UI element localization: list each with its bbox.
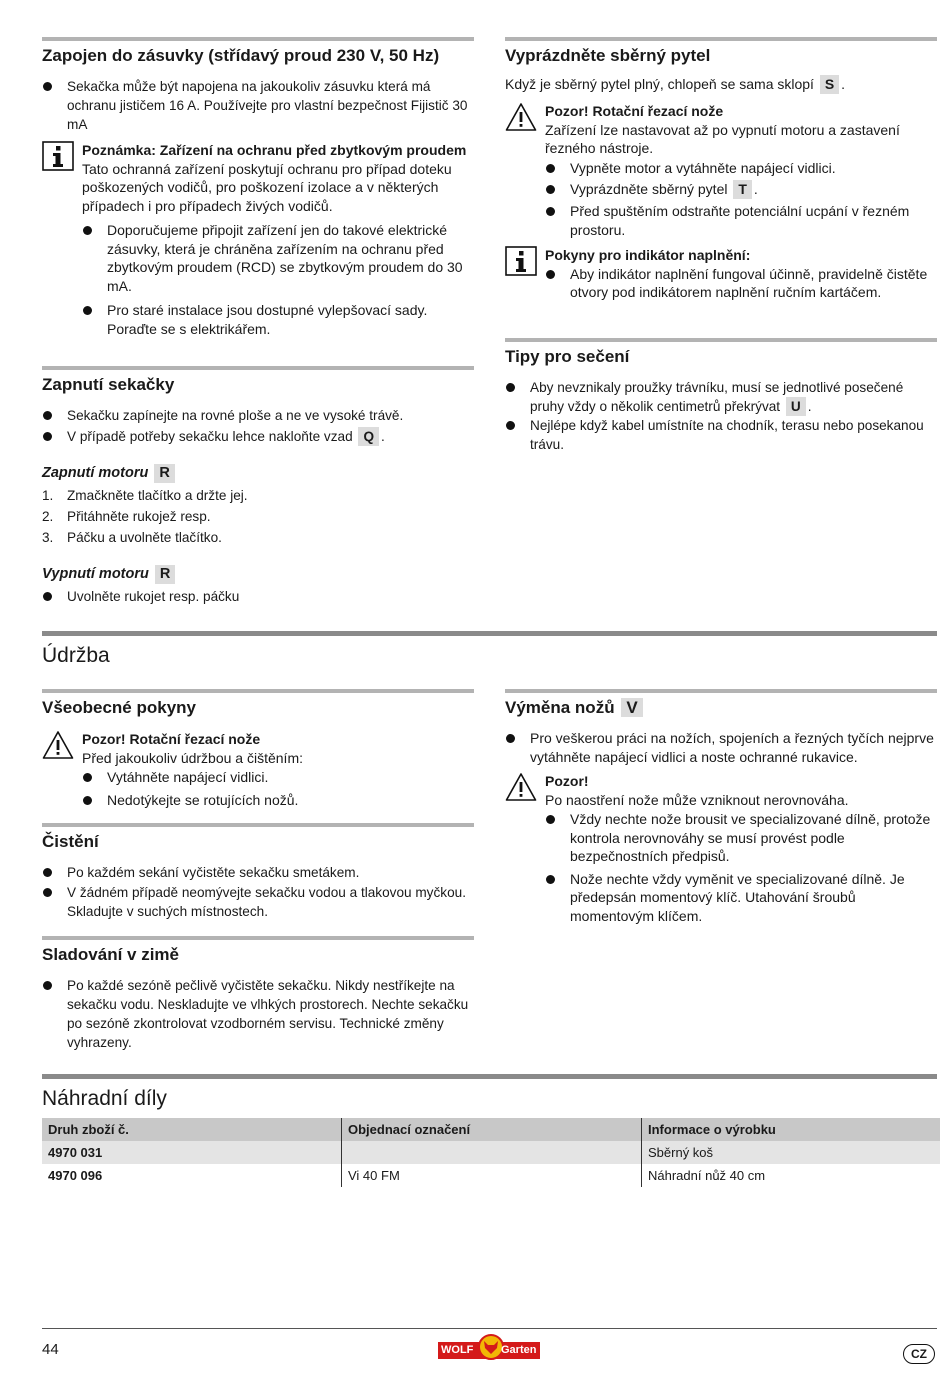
table-row — [42, 1141, 940, 1164]
warning-icon — [505, 102, 537, 132]
paragraph-text: Když je sběrný pytel plný, chlopeň se sama sklopí — [505, 76, 814, 92]
section-title-empty-bag: Vyprázdněte sběrný pytel — [505, 37, 937, 66]
warning-text: Zařízení lze nastavovat až po vypnutí motoru a zastavení řezného nástroje. — [545, 121, 900, 156]
page-number: 44 — [42, 1341, 59, 1358]
section-title-tips: Tipy pro sečení — [505, 338, 937, 367]
section-general — [42, 689, 474, 809]
list-item-text: Aby nevznikaly proužky trávníku, musí se jednotlivé posečené pruhy vždy o několik centimetrů překrývat — [530, 380, 904, 414]
warning-title: Pozor! — [545, 773, 589, 789]
section-title-cleaning: Čistění — [42, 823, 474, 852]
list-item: Doporučujeme připojit zařízení jen do takové elektrické zásuvky, která je chráněna zařízením na ochranu před zbytkovým proudem (RCD) se zbytkovým proudem do 30 mA. — [82, 221, 474, 295]
list-item: Před spuštěním odstraňte potenciální ucpání v řezném prostoru. — [545, 202, 937, 239]
logo-left-text: WOLF — [441, 1344, 474, 1356]
figure-badge: U — [786, 397, 806, 416]
note-title: Pokyny pro indikátor naplnění: — [545, 247, 751, 263]
list-item: Sekačka může být napojena na jakoukoliv zásuvku která má ochranu jističem 16 A. Používejte pro vlastní bezpečnost Fijistič 30 mA — [42, 77, 474, 134]
table-cell — [342, 1141, 642, 1164]
warning-text: Po naostření nože může vzniknout nerovnováha. — [545, 791, 849, 808]
warning-icon — [505, 772, 537, 802]
table-header-cell: Objednací označení — [342, 1118, 642, 1141]
section-parts — [42, 1074, 937, 1111]
info-note — [505, 246, 937, 302]
note-text: Tato ochranná zařízení poskytují ochranu pro případ doteku poškozených vodičů, pro poškození izolace a v některých případech i pro případech živých vodičů. — [82, 160, 452, 214]
section-winter — [42, 936, 474, 1052]
logo-right-text: Garten — [501, 1344, 537, 1356]
subheading-text: Vypnutí motoru — [42, 566, 149, 582]
figure-badge: S — [820, 75, 839, 94]
warning-title: Pozor! Rotační řezací nože — [82, 731, 261, 747]
figure-badge: Q — [358, 427, 379, 446]
warning-title: Pozor! Rotační řezací nože — [545, 103, 724, 119]
parts-table — [42, 1118, 940, 1187]
country-badge: CZ — [903, 1344, 935, 1364]
list-item: Pro staré instalace jsou dostupné vylepšovací sady. Poraďte se s elektrikářem. — [82, 301, 474, 338]
list-item: Nože nechte vždy vyměnit ve specializované dílně. Je předepsán momentový klíč. Utahování šroubů momentovým klíčem. — [545, 870, 937, 926]
section-title-maintenance: Údržba — [42, 631, 937, 668]
section-title-socket: Zapojen do zásuvky (střídavý proud 230 V, 50 Hz) — [42, 37, 474, 66]
note-title: Poznámka: Zařízení na ochranu před zbytkovým proudem — [82, 142, 467, 158]
list-item: Nedotýkejte se rotujících nožů. — [82, 791, 474, 810]
section-title-winter: Sladování v zimě — [42, 936, 474, 965]
fox-head-icon — [480, 1336, 502, 1358]
section-tips — [505, 338, 937, 454]
list-item: Po každém sekání vyčistěte sekačku smetákem. — [42, 863, 474, 882]
section-title-parts: Náhradní díly — [42, 1074, 937, 1111]
warning-note — [42, 730, 474, 809]
table-header-cell: Informace o výrobku — [642, 1118, 941, 1141]
warning-icon — [42, 730, 74, 760]
section-title-blades — [505, 689, 937, 718]
list-item: V případě potřeby sekačku lehce nakloňte vzad Q . — [42, 427, 474, 446]
table-cell: 4970 031 — [42, 1141, 342, 1164]
list-item: Vyprázdněte sběrný pytel T . — [545, 180, 937, 199]
section-title-switch-on: Zapnutí sekačky — [42, 366, 474, 395]
step-number: 1. — [42, 488, 54, 503]
list-item: Nejlépe když kabel umístníte na chodník, terasu nebo posekanou trávu. — [505, 416, 937, 454]
table-header-cell: Druh zboží č. — [42, 1118, 342, 1141]
parts-table-wrap — [42, 1118, 940, 1187]
list-item-text: Vyprázdněte sběrný pytel — [570, 181, 728, 197]
table-cell: 4970 096 — [48, 1168, 103, 1183]
step-text: Zmačkněte tlačítko a držte jej. — [67, 488, 248, 503]
step-text: Páčku a uvolněte tlačítko. — [67, 530, 222, 545]
list-item: Vypněte motor a vytáhněte napájecí vidlici. — [545, 159, 937, 178]
section-empty-bag — [505, 37, 937, 302]
warning-text: Před jakoukoliv údržbou a čištěním: — [82, 749, 303, 766]
list-item: Po každé sezóně pečlivě vyčistěte sekačku. Nikdy nestříkejte na sekačku vodu. Neskladujte ve vlhkých prostorech. Nechte sekačku po sezóně zkontrolovat vzodborném servisu. Technické změny vyhrazeny. — [42, 976, 474, 1052]
info-icon — [505, 246, 537, 276]
list-item: Vždy nechte nože brousit ve specializované dílně, protože kontrola nerovnováhy se musí provést podle bezpečnostních předpisů. — [545, 810, 937, 866]
section-title-general: Všeobecné pokyny — [42, 689, 474, 718]
step-item — [42, 528, 474, 547]
section-cleaning — [42, 823, 474, 921]
list-item: V žádném případě neomývejte sekačku vodou a tlakovou myčkou. Skladujte v suchých místnostech. — [42, 883, 474, 921]
list-item: Sekačku zapínejte na rovné ploše a ne ve vysoké trávě. — [42, 406, 474, 425]
section-switch-on — [42, 366, 474, 606]
step-text: Přitáhněte rukojež resp. — [67, 509, 211, 524]
footer-rule — [42, 1328, 937, 1329]
step-item — [42, 507, 474, 526]
brand-logo — [438, 1333, 540, 1363]
step-number: 3. — [42, 530, 54, 545]
figure-badge: T — [733, 180, 752, 199]
subheading-motor-on — [42, 464, 474, 483]
list-item-text: V případě potřeby sekačku lehce nakloňte vzad — [67, 429, 353, 444]
subheading-text: Zapnutí motoru — [42, 465, 149, 481]
figure-badge: R — [154, 464, 174, 483]
step-item — [42, 486, 474, 505]
section-title-text: Výměna nožů — [505, 698, 615, 717]
list-item: Aby indikátor naplnění fungoval účinně, pravidelně čistěte otvory pod indikátorem naplnění ručním kartáčem. — [545, 265, 937, 302]
step-number: 2. — [42, 509, 54, 524]
paragraph: Když je sběrný pytel plný, chlopeň se sama sklopí S . — [505, 76, 846, 92]
subheading-motor-off — [42, 565, 474, 584]
warning-note — [505, 772, 937, 925]
list-item: Uvolněte rukojet resp. páčku — [42, 587, 474, 606]
table-cell: Náhradní nůž 40 cm — [642, 1164, 941, 1187]
table-cell: Vi 40 FM — [342, 1164, 642, 1187]
section-blades — [505, 689, 937, 925]
figure-badge: R — [155, 565, 175, 584]
list-item: Vytáhněte napájecí vidlici. — [82, 768, 474, 787]
table-cell: Sběrný koš — [642, 1141, 941, 1164]
section-maintenance — [42, 631, 937, 668]
warning-note — [505, 102, 937, 239]
info-icon — [42, 141, 74, 171]
figure-badge: V — [621, 698, 642, 717]
section-socket — [42, 37, 474, 338]
table-header-row — [42, 1118, 940, 1141]
info-note — [42, 141, 474, 338]
table-row — [42, 1164, 940, 1187]
list-item: Aby nevznikaly proužky trávníku, musí se jednotlivé posečené pruhy vždy o několik centimetrů překrývat U . — [505, 378, 937, 416]
list-item: Pro veškerou práci na nožích, spojeních a řezných tyčích nejprve vytáhněte napájecí vidlici a noste ochranné rukavice. — [505, 729, 937, 766]
